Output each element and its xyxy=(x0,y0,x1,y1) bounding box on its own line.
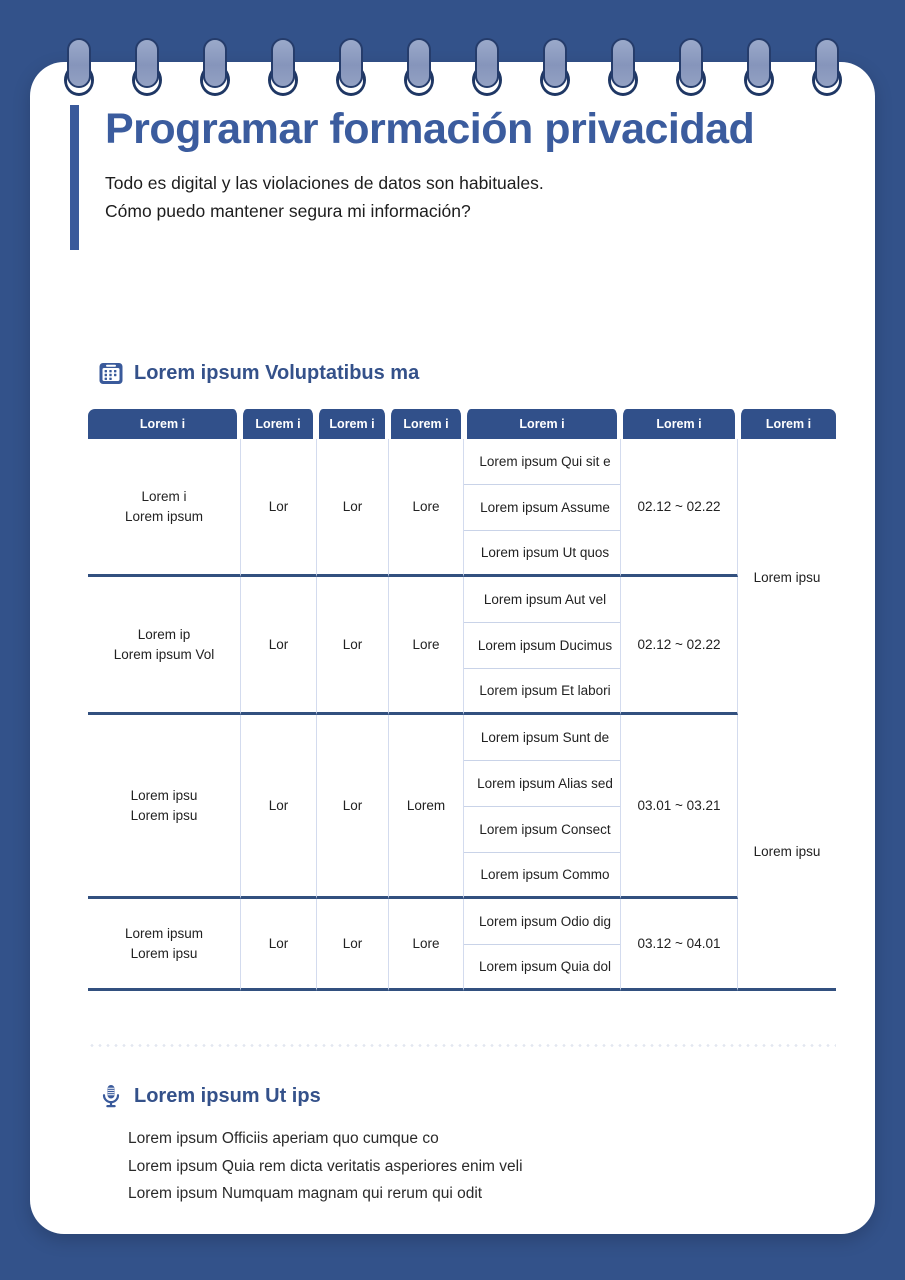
cell-col4: Lore xyxy=(388,899,464,991)
cell-item: Lorem ipsum Ut quos xyxy=(464,531,620,577)
notes-section-heading xyxy=(98,1083,321,1109)
note-item: Lorem ipsum Numquam magnam qui rerum qui odit xyxy=(128,1185,483,1203)
cell-col4: Lorem xyxy=(388,715,464,899)
page-header xyxy=(70,105,790,225)
accent-bar xyxy=(70,105,79,250)
subtitle-line-2: Cómo puedo mantener segura mi información? xyxy=(105,200,471,221)
cell-item: Lorem ipsum Alias sed xyxy=(464,761,620,807)
cell-item: Lorem ipsum Consect xyxy=(464,807,620,853)
cell-name-line-1: Lorem i xyxy=(141,488,187,504)
table-row xyxy=(88,577,836,623)
cell-col2: Lor xyxy=(240,715,316,899)
table-col-header-4[interactable]: Lorem i xyxy=(388,409,464,439)
cell-col3: Lor xyxy=(316,899,388,991)
table-col-header-5[interactable]: Lorem i xyxy=(464,409,620,439)
cell-name-line-2: Lorem ipsu xyxy=(130,807,198,823)
table-row xyxy=(88,715,836,761)
cell-item: Lorem ipsum Assume xyxy=(464,485,620,531)
cell-item: Lorem ipsum Aut vel xyxy=(464,577,620,623)
table-row xyxy=(88,899,836,945)
cell-date: 02.12 ~ 02.22 xyxy=(620,439,738,577)
table-col-header-6[interactable]: Lorem i xyxy=(620,409,738,439)
page-subtitle xyxy=(105,170,790,224)
cell-last-column: Lorem ipsu xyxy=(738,715,836,991)
cell-name-line-2: Lorem ipsum xyxy=(124,508,204,524)
calendar-icon xyxy=(98,360,124,386)
schedule-section-heading xyxy=(98,360,419,386)
schedule-table xyxy=(88,409,836,991)
cell-date: 02.12 ~ 02.22 xyxy=(620,577,738,715)
cell-item: Lorem ipsum Ducimus xyxy=(464,623,620,669)
schedule-table-wrap xyxy=(88,409,836,991)
cell-col2: Lor xyxy=(240,899,316,991)
microphone-icon xyxy=(98,1083,124,1109)
cell-col3: Lor xyxy=(316,715,388,899)
subtitle-line-1: Todo es digital y las violaciones de datos son habituales. xyxy=(105,173,544,194)
cell-item: Lorem ipsum Qui sit e xyxy=(464,439,620,485)
cell-item: Lorem ipsum Odio dig xyxy=(464,899,620,945)
table-row xyxy=(88,439,836,485)
cell-col4: Lore xyxy=(388,577,464,715)
cell-name xyxy=(88,899,240,991)
cell-date: 03.12 ~ 04.01 xyxy=(620,899,738,991)
table-col-header-2[interactable]: Lorem i xyxy=(240,409,316,439)
cell-date: 03.01 ~ 03.21 xyxy=(620,715,738,899)
section-divider xyxy=(88,1044,836,1047)
table-header xyxy=(88,409,836,439)
schedule-heading-label: Lorem ipsum Voluptatibus ma xyxy=(134,361,420,384)
page-title: Programar formación privacidad xyxy=(105,105,755,153)
cell-col4: Lore xyxy=(388,439,464,577)
cell-name-line-1: Lorem ipsum xyxy=(124,925,204,941)
cell-item: Lorem ipsum Commo xyxy=(464,853,620,899)
cell-name xyxy=(88,715,240,899)
table-col-header-7[interactable]: Lorem i xyxy=(738,409,836,439)
table-body xyxy=(88,439,836,991)
cell-name-line-1: Lorem ip xyxy=(137,626,191,642)
cell-item: Lorem ipsum Et labori xyxy=(464,669,620,715)
cell-name xyxy=(88,439,240,577)
cell-col2: Lor xyxy=(240,577,316,715)
cell-item: Lorem ipsum Quia dol xyxy=(464,945,620,991)
cell-name xyxy=(88,577,240,715)
cell-name-line-1: Lorem ipsu xyxy=(130,787,198,803)
cell-col3: Lor xyxy=(316,577,388,715)
cell-name-line-2: Lorem ipsu xyxy=(130,945,198,961)
table-header-row xyxy=(88,409,836,439)
notes-list xyxy=(128,1125,828,1208)
note-item: Lorem ipsum Officiis aperiam quo cumque co xyxy=(128,1130,439,1147)
cell-col3: Lor xyxy=(316,439,388,577)
notes-heading-label: Lorem ipsum Ut ips xyxy=(134,1084,321,1107)
table-col-header-1[interactable]: Lorem i xyxy=(88,409,240,439)
cell-last-column: Lorem ipsu xyxy=(738,439,836,715)
table-col-header-3[interactable]: Lorem i xyxy=(316,409,388,439)
cell-item: Lorem ipsum Sunt de xyxy=(464,715,620,761)
cell-col2: Lor xyxy=(240,439,316,577)
note-item: Lorem ipsum Quia rem dicta veritatis asperiores enim veli xyxy=(128,1157,523,1175)
cell-name-line-2: Lorem ipsum Vol xyxy=(113,646,215,662)
